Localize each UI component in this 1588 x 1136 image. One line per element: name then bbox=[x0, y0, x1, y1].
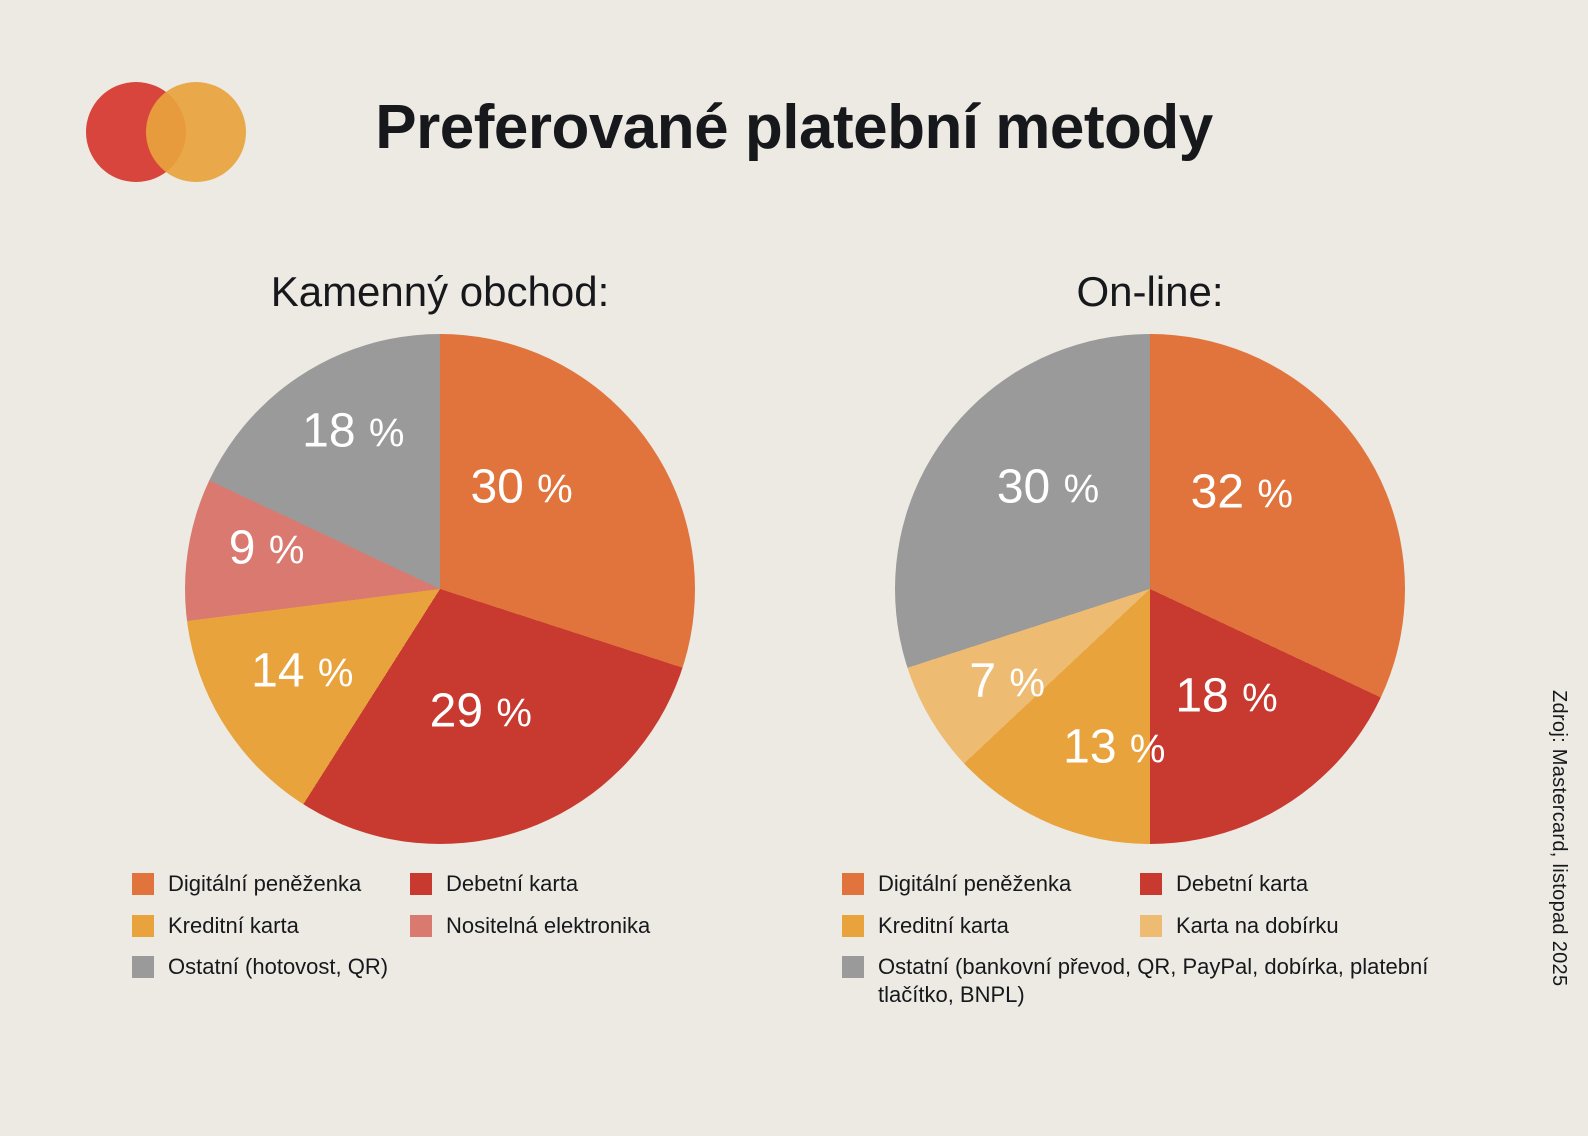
legend-swatch-icon bbox=[842, 956, 864, 978]
retail-slice-label: 30 % bbox=[470, 460, 573, 514]
legend-swatch-icon bbox=[1140, 873, 1162, 895]
legend-label: Debetní karta bbox=[1176, 871, 1309, 896]
retail-legend-item bbox=[132, 912, 402, 940]
pie-chart-retail bbox=[185, 334, 695, 844]
online-slice-label: 7 % bbox=[969, 654, 1045, 708]
online-slice-label: 32 % bbox=[1190, 465, 1293, 519]
retail-slice-label: 18 % bbox=[302, 404, 405, 458]
legend-swatch-icon bbox=[1140, 915, 1162, 937]
retail-legend-item bbox=[132, 953, 760, 981]
pie-chart-online bbox=[895, 334, 1405, 844]
online-legend-item bbox=[842, 912, 1132, 940]
legend-swatch-icon bbox=[842, 873, 864, 895]
legend-label: Digitální peněženka bbox=[878, 871, 1072, 896]
retail-slice-label: 29 % bbox=[429, 684, 532, 738]
online-slice-label: 13 % bbox=[1063, 720, 1166, 774]
online-slice-label: 18 % bbox=[1175, 669, 1278, 723]
legend-swatch-icon bbox=[132, 956, 154, 978]
retail-slice-label: 9 % bbox=[228, 521, 305, 575]
panel-online bbox=[830, 268, 1470, 1008]
legend-swatch-icon bbox=[842, 915, 864, 937]
online-legend-item bbox=[1140, 912, 1470, 940]
legend-swatch-icon bbox=[410, 915, 432, 937]
legend-retail bbox=[120, 870, 760, 981]
legend-label: Kreditní karta bbox=[878, 912, 1009, 938]
online-legend-item bbox=[1140, 870, 1470, 898]
legend-swatch-icon bbox=[132, 915, 154, 937]
retail-legend-item bbox=[410, 912, 760, 940]
online-slice-label: 30 % bbox=[996, 460, 1100, 514]
legend-online bbox=[830, 870, 1470, 1008]
panel-retail bbox=[120, 268, 760, 981]
pie-slices-retail bbox=[185, 334, 695, 844]
legend-label: Nositelná elektronika bbox=[446, 912, 651, 938]
source-note: Zdroj: Mastercard, listopad 2025 bbox=[1548, 690, 1570, 987]
page-title: Preferované platební metody bbox=[375, 93, 1213, 162]
legend-label: Digitální peněženka bbox=[168, 871, 362, 896]
legend-swatch-icon bbox=[410, 873, 432, 895]
legend-swatch-icon bbox=[132, 873, 154, 895]
retail-legend-item bbox=[410, 870, 760, 898]
legend-label: Ostatní (hotovost, QR) bbox=[168, 954, 389, 979]
legend-label: Debetní karta bbox=[446, 871, 579, 896]
online-legend-item bbox=[842, 953, 1470, 1008]
legend-label: Kreditní karta bbox=[168, 912, 299, 938]
chart-title-online: On-line: bbox=[1076, 268, 1224, 315]
retail-slice-label: 14 % bbox=[251, 644, 354, 698]
retail-legend-item bbox=[132, 870, 402, 898]
chart-title-retail: Kamenný obchod: bbox=[270, 268, 610, 315]
legend-label: Karta na dobírku bbox=[1176, 912, 1339, 938]
legend-label: Ostatní (bankovní převod, QR, PayPal, dobírka, platební tlačítko, BNPL) bbox=[878, 954, 1429, 1007]
online-legend-item bbox=[842, 870, 1132, 898]
